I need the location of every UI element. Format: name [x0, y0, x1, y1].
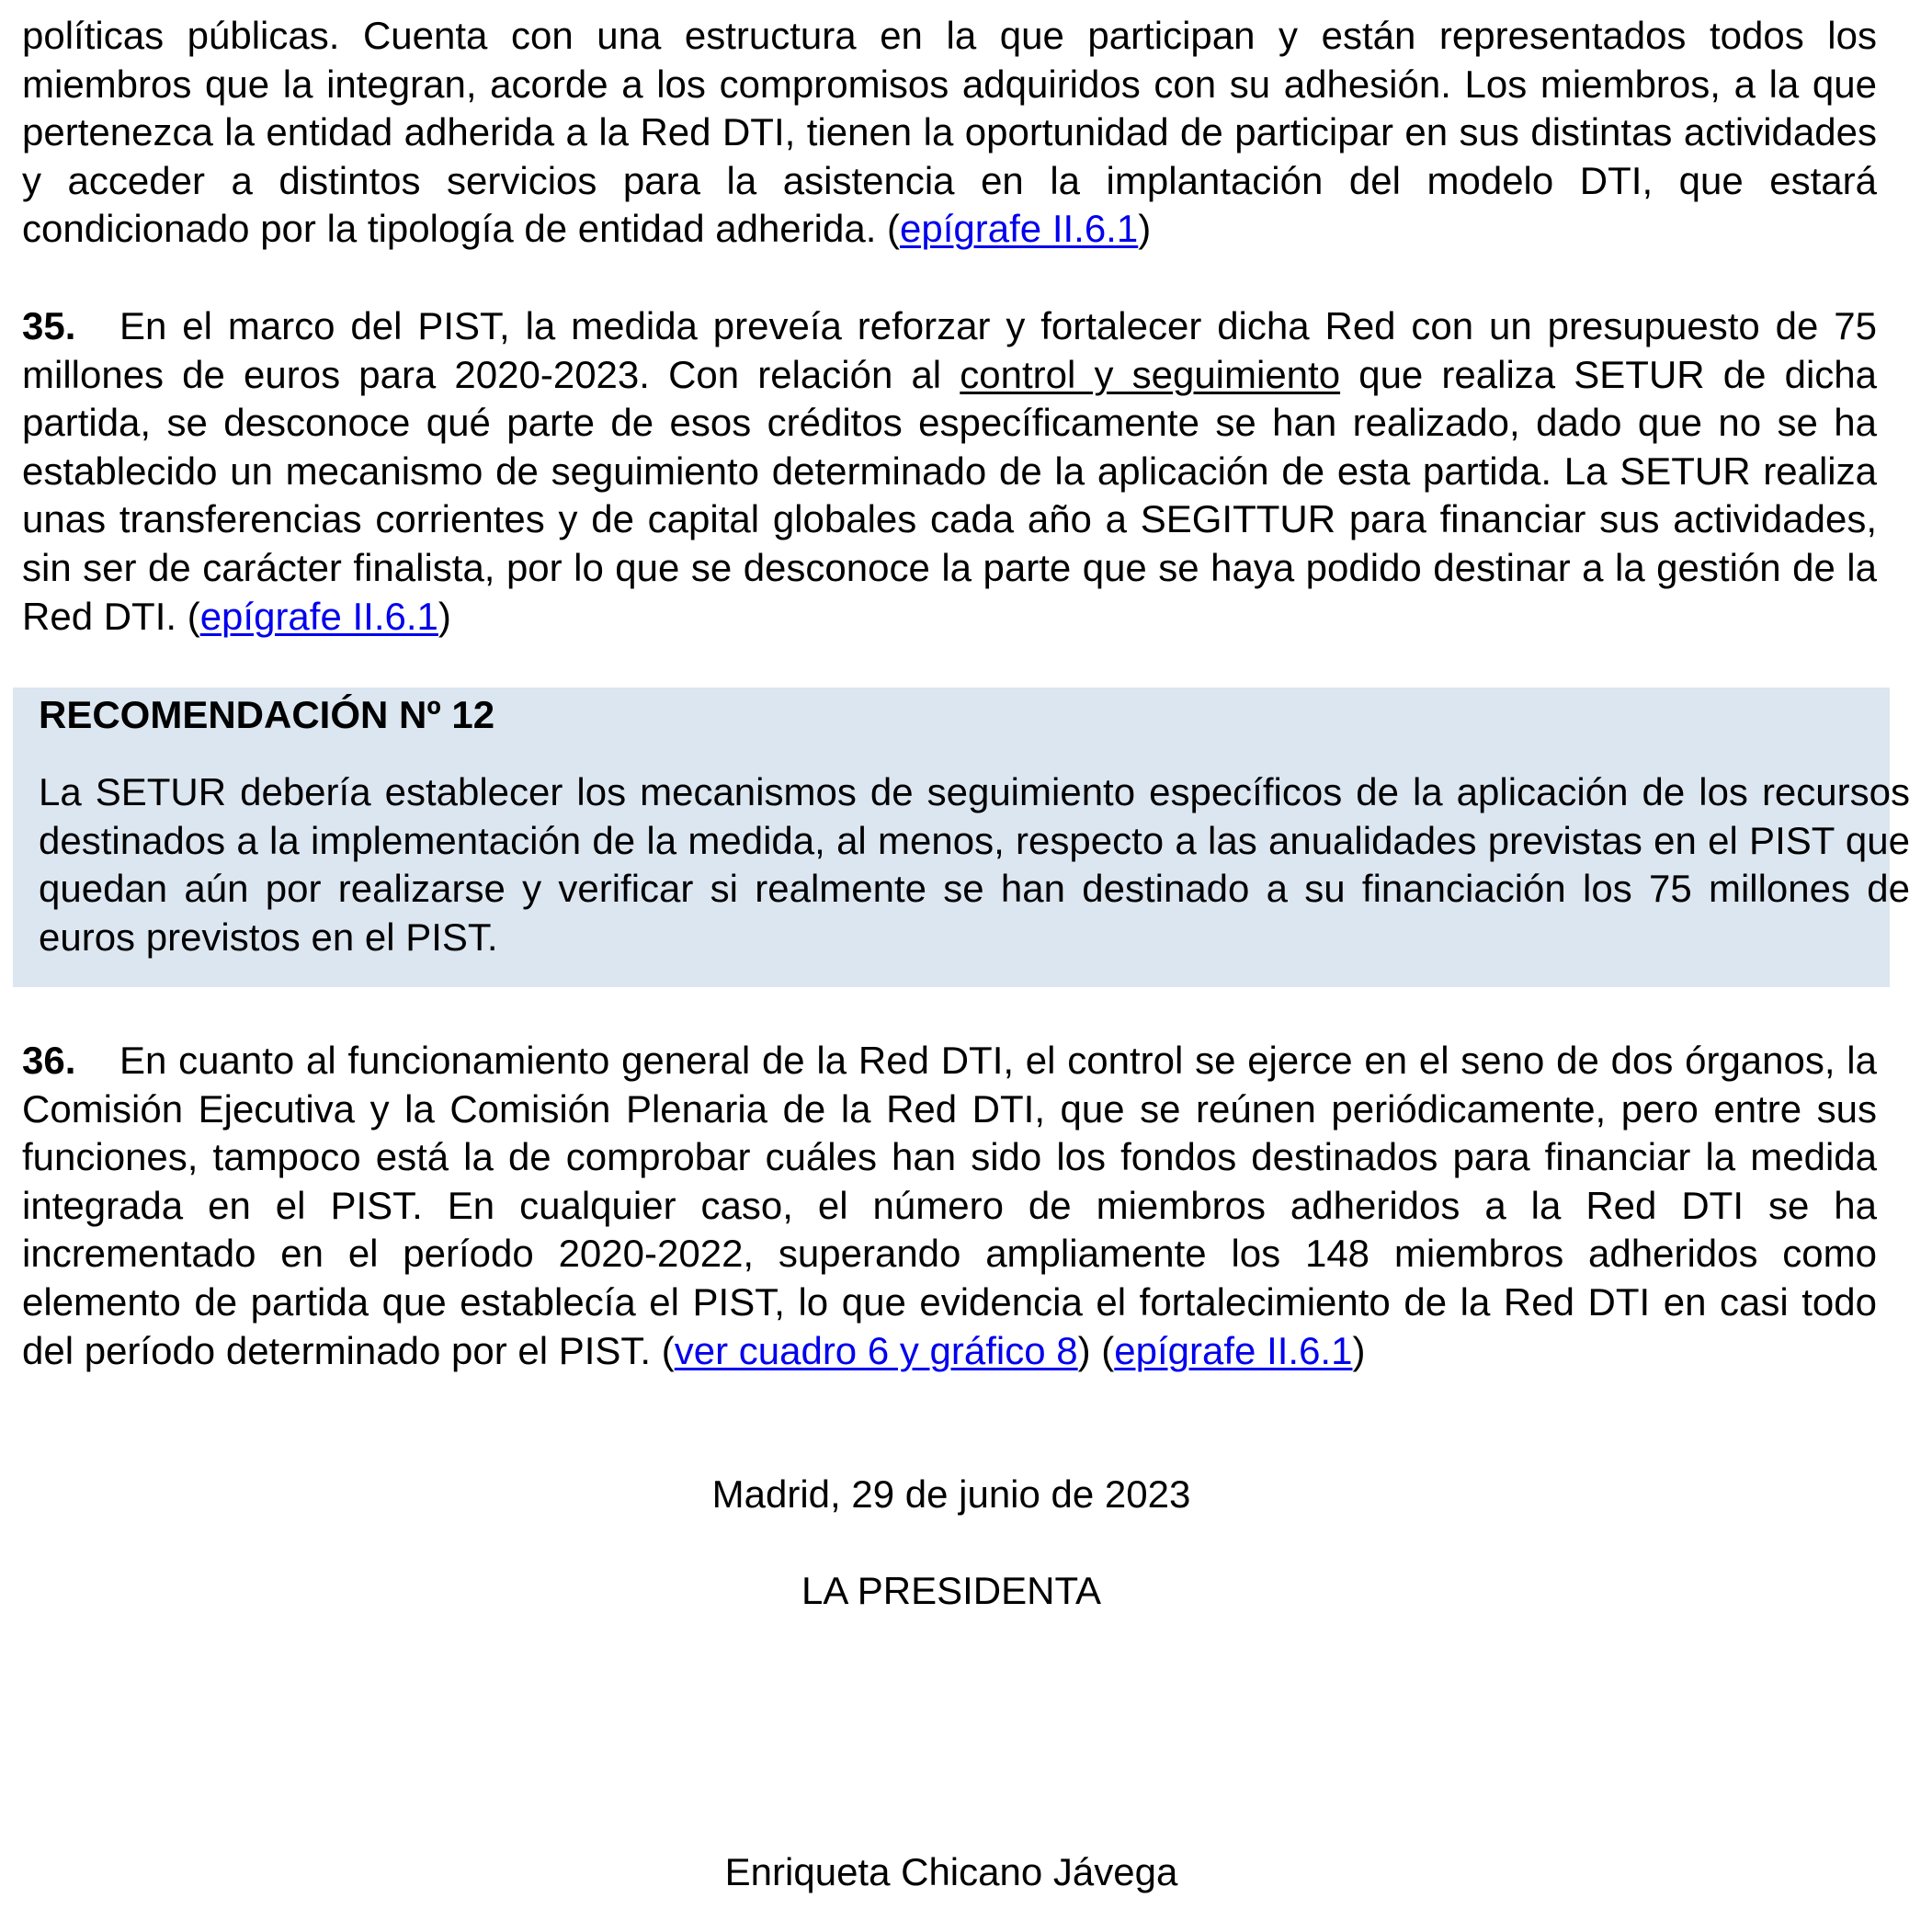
paragraph-36-number: 36.	[22, 1039, 76, 1082]
paragraph-35-link-epigrafe[interactable]: epígrafe II.6.1	[199, 594, 438, 638]
paragraph-35-close: )	[438, 594, 451, 638]
paragraph-36-between: ) (	[1077, 1328, 1115, 1372]
intro-paragraph	[22, 12, 1877, 254]
recommendation-title: RECOMENDACIÓN Nº 12	[39, 693, 495, 736]
paragraph-36-link-cuadro[interactable]: ver cuadro 6 y gráfico 8	[674, 1328, 1078, 1372]
intro-text: políticas públicas. Cuenta con una estructura en la que participan y están representados todos los miembros que la integran, acorde a los compromisos adquiridos con su adhesión. Los miembros, a la que pertenezca la entidad adherida a la Red DTI, tienen la oportunidad de participar en sus distintas actividades y acceder a distintos servicios para la asistencia en la implantación del modelo DTI, que estará condicionado por la tipología de entidad adherida. (	[22, 14, 1877, 251]
paragraph-36-close: )	[1352, 1328, 1366, 1372]
signatory-name: Enriqueta Chicano Jávega	[724, 1850, 1178, 1893]
paragraph-35-text-a: En el marco del PIST, la medida preveía reforzar y fortalecer dicha Red con un presupuesto de 75 millones de euros para 2020-2023. Con relación al	[22, 304, 1877, 396]
paragraph-36	[22, 1037, 1877, 1375]
paragraph-35	[22, 302, 1877, 641]
recommendation-text: La SETUR debería establecer los mecanismos de seguimiento específicos de la aplicación de los recursos destinados a la implementación de la medida, al menos, respecto a las anualidades previstas en el PIST que quedan aún por realizarse y verificar si realmente se han destinado a su financiación los 75 millones de euros previstos en el PIST.	[39, 770, 1910, 959]
paragraph-36-text: En cuanto al funcionamiento general de la Red DTI, el control se ejerce en el seno de dos órganos, la Comisión Ejecutiva y la Comisión Plenaria de la Red DTI, que se reúnen periódicamente, pero entre sus funciones, tampoco está la de comprobar cuáles han sido los fondos destinados para financiar la medida integrada en el PIST. En cualquier caso, el número de miembros adheridos a la Red DTI se ha incrementado en el período 2020-2022, superando ampliamente los 148 miembros adheridos como elemento de partida que establecía el PIST, lo que evidencia el fortalecimiento de la Red DTI en casi todo del período determinado por el PIST. (	[22, 1039, 1877, 1372]
paragraph-35-number: 35.	[22, 304, 76, 347]
signatory-role: LA PRESIDENTA	[801, 1569, 1101, 1612]
paragraph-35-text-b: que realiza SETUR de dicha partida, se desconoce qué parte de esos créditos específicamente se han realizado, dado que no se ha establecido un mecanismo de seguimiento determinado de la aplicación de esta partida. La SETUR realiza unas transferencias corrientes y de capital globales cada año a SEGITTUR para financiar sus actividades, sin ser de carácter finalista, por lo que se desconoce la parte que se haya podido destinar a la gestión de la Red DTI. (	[22, 352, 1877, 638]
intro-close: )	[1138, 207, 1152, 251]
paragraph-36-link-epigrafe[interactable]: epígrafe II.6.1	[1114, 1328, 1353, 1372]
place-date: Madrid, 29 de junio de 2023	[711, 1472, 1191, 1516]
intro-link-epigrafe[interactable]: epígrafe II.6.1	[900, 207, 1139, 251]
paragraph-35-underlined: control y seguimiento	[960, 352, 1341, 396]
